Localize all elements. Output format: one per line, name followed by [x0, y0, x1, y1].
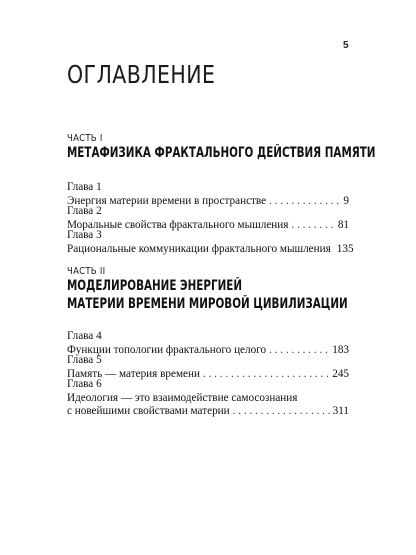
chapter-title: Рациональные коммуникации фрактального мышления — [67, 242, 331, 255]
chapter-label: Глава 1 — [67, 181, 102, 193]
chapter-page-ref: 311 — [332, 405, 349, 417]
part-2-heading — [67, 266, 349, 313]
chapter-label: Глава 2 — [67, 205, 102, 217]
toc-entry-chapter-2[interactable] — [67, 205, 349, 232]
chapter-title: Моральные свойства фрактального мышления — [67, 218, 289, 231]
dot-leader — [233, 405, 330, 419]
toc-entry-chapter-6[interactable] — [67, 378, 349, 419]
chapter-page-ref: 81 — [337, 218, 349, 231]
page-title: ОГЛАВЛЕНИЕ — [67, 60, 216, 89]
chapter-title-line-2: с новейшими свойствами материи — [67, 405, 230, 417]
chapter-title: Память — материя времени — [67, 367, 200, 380]
part-1-heading — [67, 133, 376, 162]
chapter-page-ref: 245 — [332, 367, 349, 380]
chapter-page-ref: 9 — [343, 194, 349, 207]
chapter-label: Глава 5 — [67, 354, 102, 366]
toc-entry-chapter-3[interactable] — [67, 229, 354, 256]
part-title: МАТЕРИИ ВРЕМЕНИ МИРОВОЙ ЦИВИЛИЗАЦИИ — [67, 296, 348, 312]
chapter-page-ref: 183 — [332, 343, 349, 356]
page-number: 5 — [343, 40, 349, 51]
toc-entry-chapter-1[interactable] — [67, 181, 349, 208]
chapter-label: Глава 3 — [67, 229, 102, 241]
chapter-title: Энергия материи времени в пространстве — [67, 194, 267, 207]
chapter-title-line-1: Идеология — это взаимодействие самосознания — [67, 391, 298, 404]
chapter-label: Глава 6 — [67, 378, 102, 390]
part-label: ЧАСТЬ II — [67, 266, 106, 277]
chapter-label: Глава 4 — [67, 330, 102, 342]
chapter-title: Функции топологии фрактального целого — [67, 343, 267, 356]
part-label: ЧАСТЬ I — [67, 133, 103, 144]
toc-entry-chapter-5[interactable] — [67, 354, 349, 381]
part-title: МОДЕЛИРОВАНИЕ ЭНЕРГИЕЙ — [67, 278, 242, 294]
chapter-page-ref: 135 — [336, 242, 354, 255]
part-title: МЕТАФИЗИКА ФРАКТАЛЬНОГО ДЕЙСТВИЯ ПАМЯТИ — [67, 145, 376, 161]
toc-entry-chapter-4[interactable] — [67, 330, 349, 357]
